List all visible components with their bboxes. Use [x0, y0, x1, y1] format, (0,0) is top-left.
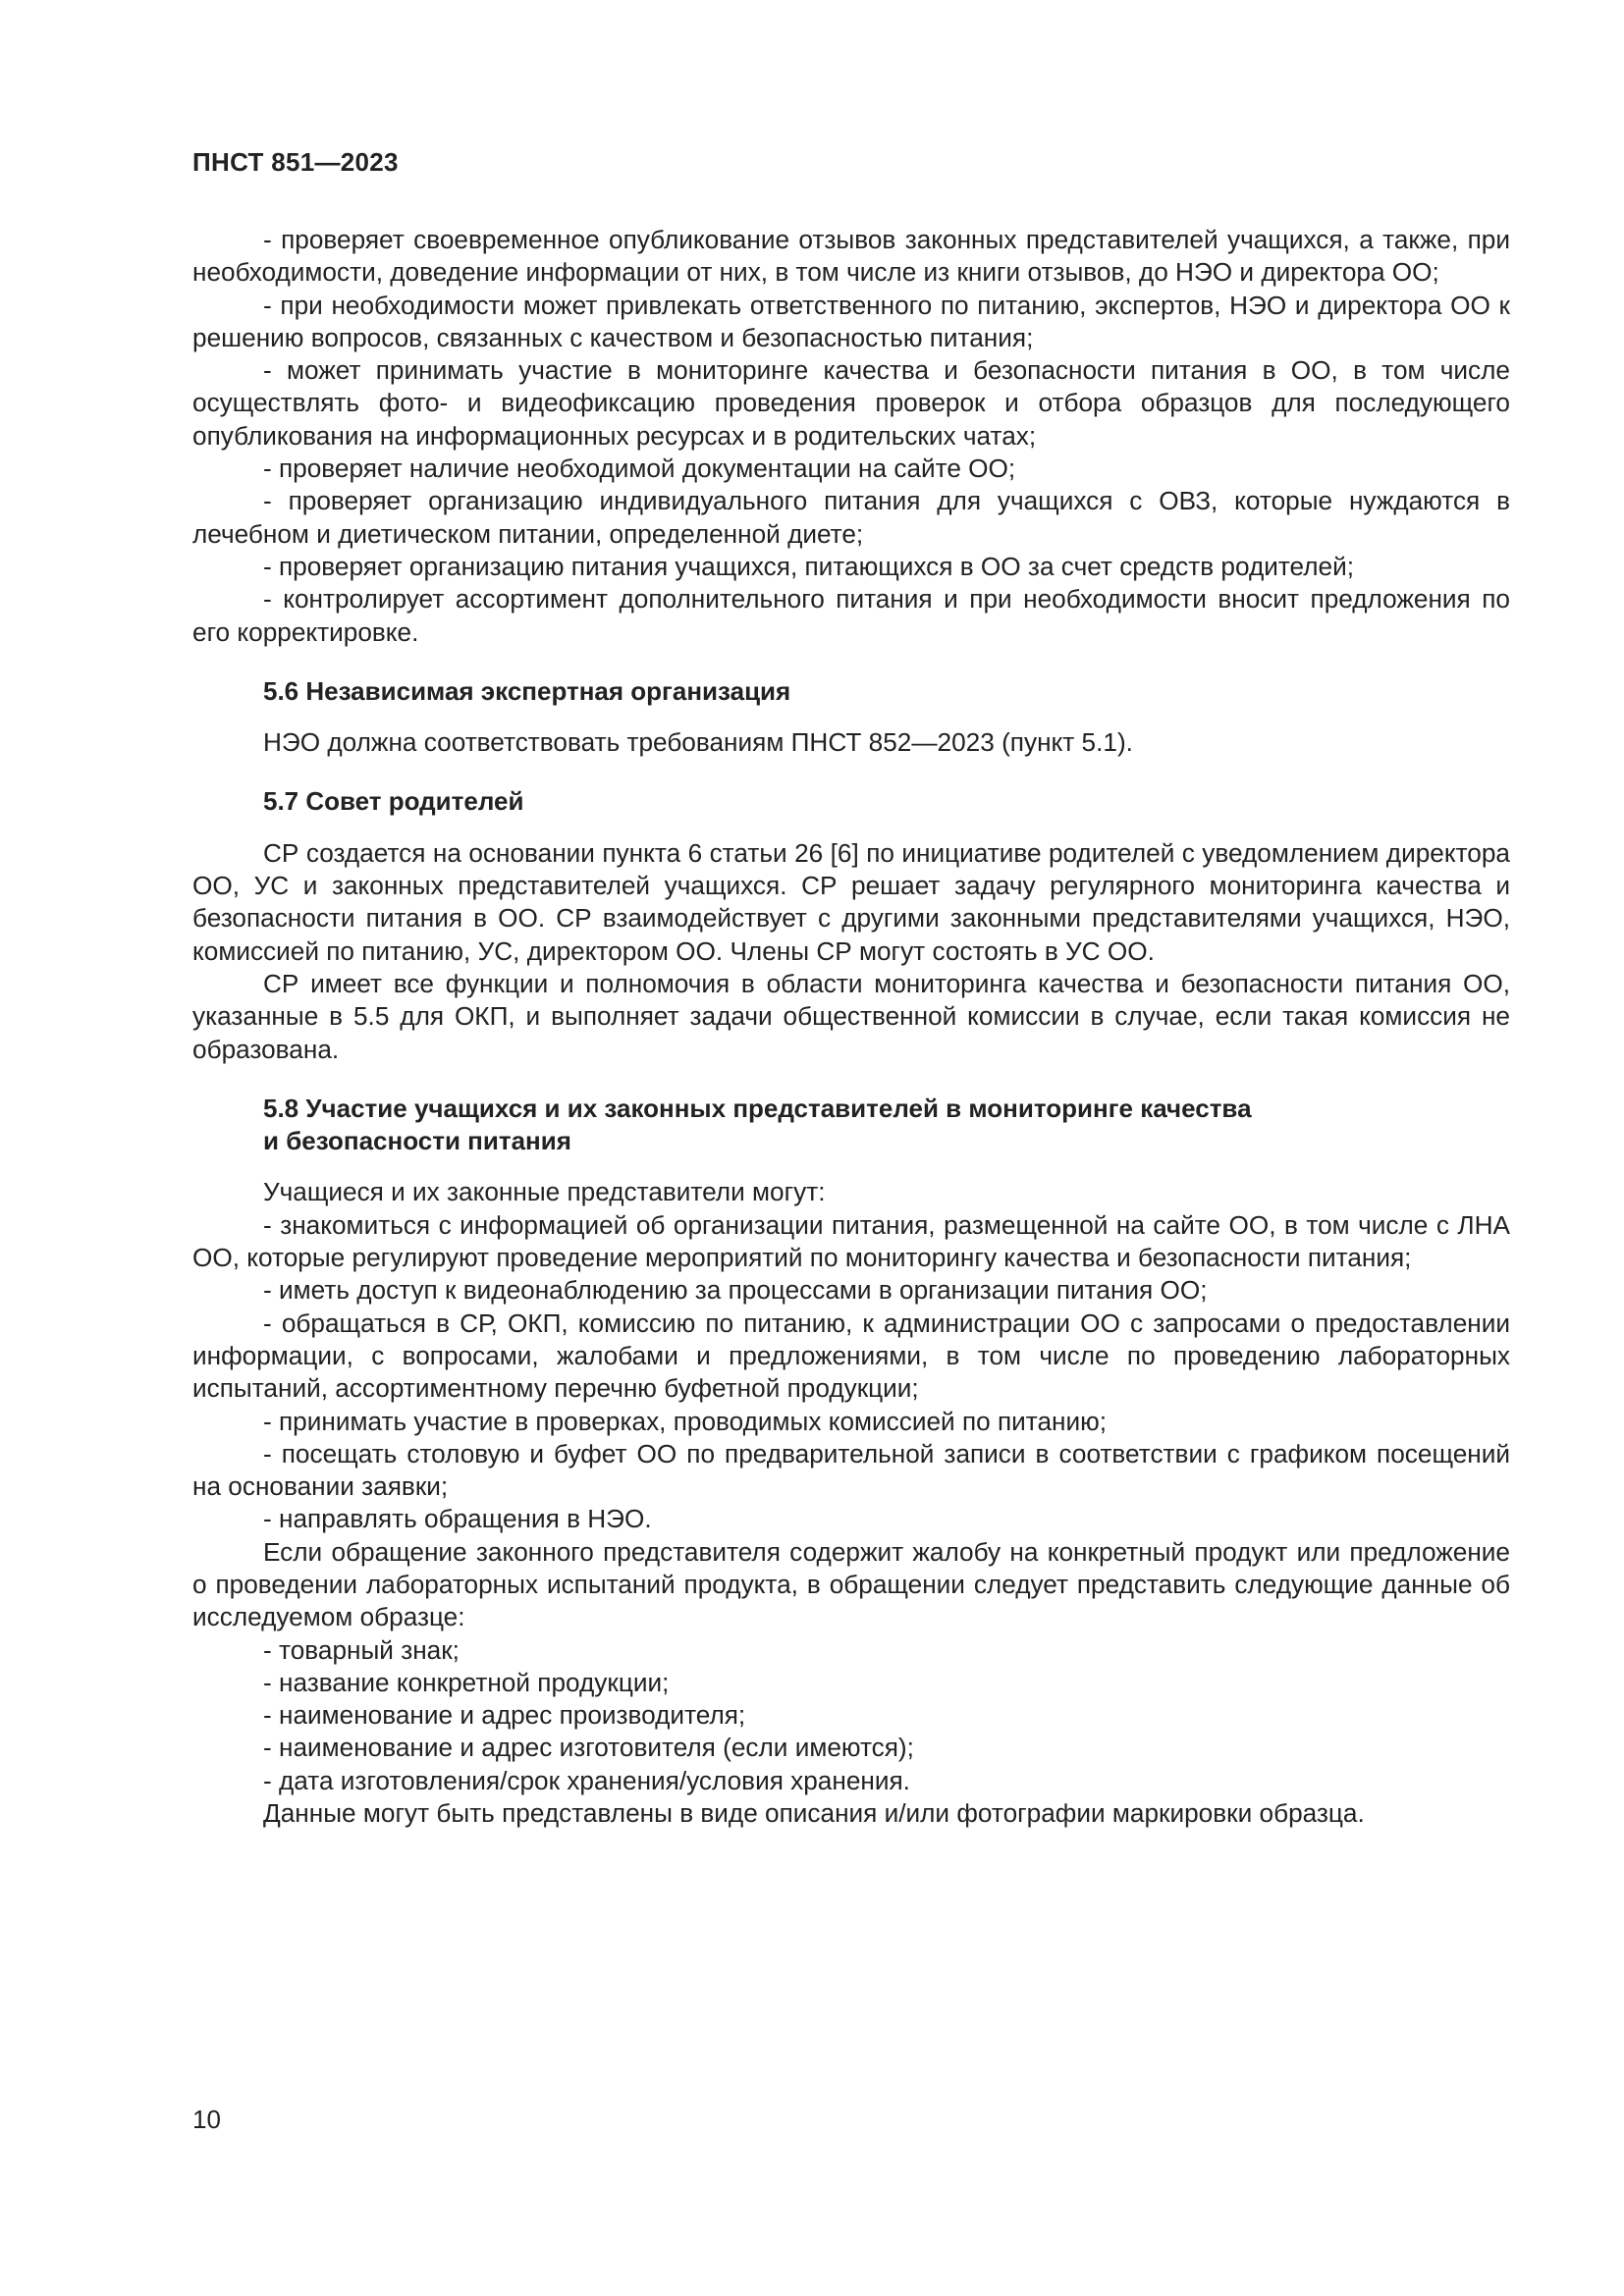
list-item: - наименование и адрес изготовителя (если имеются); [263, 1733, 914, 1763]
complaint-paragraph: Если обращение законного представителя содержит жалобу на конкретный продукт или предложение о проведении лабораторных испытаний продукта, в обращении следует представить следующие данные об исследуемом образце: [192, 1536, 1510, 1632]
list-item: - название конкретной продукции; [263, 1667, 670, 1697]
section-5-6-text: НЭО должна соответствовать требованиям ПНСТ 852—2023 (пункт 5.1). [263, 727, 1133, 758]
list-item: - знакомиться с информацией об организации питания, размещенной на сайте ОО, в том числе с ЛНА ОО, которые регулируют проведение мероприятий по мониторингу качества и безопасности питания; [192, 1209, 1510, 1273]
list-item: - может принимать участие в мониторинге качества и безопасности питания в ОО, в том числе осуществлять фото- и видеофиксацию проведения проверок и отбора образцов для последующего опубликования на информационных ресурсах и в родительских чатах; [192, 355, 1510, 451]
closing-paragraph: Данные могут быть представлены в виде описания и/или фотографии маркировки образца. [263, 1798, 1365, 1829]
list-item: - иметь доступ к видеонаблюдению за процессами в организации питания ОО; [263, 1275, 1208, 1306]
list-item: - проверяет своевременное опубликование отзывов законных представителей учащихся, а также, при необходимости, доведение информации от них, в том числе из книги отзывов, до НЭО и директора ОО; [192, 225, 1510, 288]
list-item: - проверяет организацию индивидуального питания для учащихся с ОВЗ, которые нуждаются в лечебном и диетическом питании, определенной диете; [192, 486, 1510, 549]
section-heading-5-7: 5.7 Совет родителей [263, 786, 524, 817]
list-item: - при необходимости может привлекать ответственного по питанию, экспертов, НЭО и директора ОО к решению вопросов, связанных с качеством и безопасностью питания; [192, 290, 1510, 352]
list-item: - проверяет наличие необходимой документации на сайте ОО; [263, 454, 1016, 484]
list-item: - посещать столовую и буфет ОО по предварительной записи в соответствии с графиком посещений на основании заявки; [192, 1438, 1510, 1502]
list-item: - товарный знак; [263, 1634, 460, 1665]
document-header: ПНСТ 851—2023 [192, 147, 399, 177]
list-item: - наименование и адрес производителя; [263, 1700, 746, 1731]
section-heading-5-8 [192, 1093, 1510, 1158]
list-item: - направлять обращения в НЭО. [263, 1504, 652, 1534]
page-number: 10 [192, 2105, 221, 2134]
list-item: - принимать участие в проверках, проводимых комиссией по питанию; [263, 1406, 1108, 1436]
list-item: - обращаться в СР, ОКП, комиссию по питанию, к администрации ОО с запросами о предоставлении информации, с вопросами, жалобами и предложениями, в том числе по проведению лабораторных испытаний, ассортиментному перечню буфетной продукции; [192, 1308, 1510, 1404]
list-item: - контролирует ассортимент дополнительного питания и при необходимости вносит предложения по его корректировке. [192, 584, 1510, 647]
section-5-7-paragraph-1: СР создается на основании пункта 6 статьи 26 [6] по инициативе родителей с уведомлением директора ОО, УС и законных представителей учащихся. СР решает задачу регулярного мониторинга качества и безопасности питания в ОО. СР взаимодействует с другими законными представителями учащихся, НЭО, комиссией по питанию, УС, директором ОО. Члены СР могут состоять в УС ОО. [192, 837, 1510, 966]
section-heading-5-8-line-1: 5.8 Участие учащихся и их законных представителей в мониторинге качества [263, 1093, 1252, 1123]
document-body [192, 224, 1510, 1830]
section-5-7-paragraph-2: СР имеет все функции и полномочия в области мониторинга качества и безопасности питания ОО, указанные в 5.5 для ОКП, и выполняет задачи общественной комиссии в случае, если такая комиссия не образована. [192, 968, 1510, 1064]
section-heading-5-6: 5.6 Независимая экспертная организация [263, 675, 791, 706]
section-5-8-intro: Учащиеся и их законные представители могут: [263, 1177, 826, 1207]
list-item: - дата изготовления/срок хранения/условия хранения. [263, 1765, 910, 1795]
section-heading-5-8-line-2: и безопасности питания [263, 1126, 571, 1156]
list-item: - проверяет организацию питания учащихся, питающихся в ОО за счет средств родителей; [263, 551, 1354, 581]
